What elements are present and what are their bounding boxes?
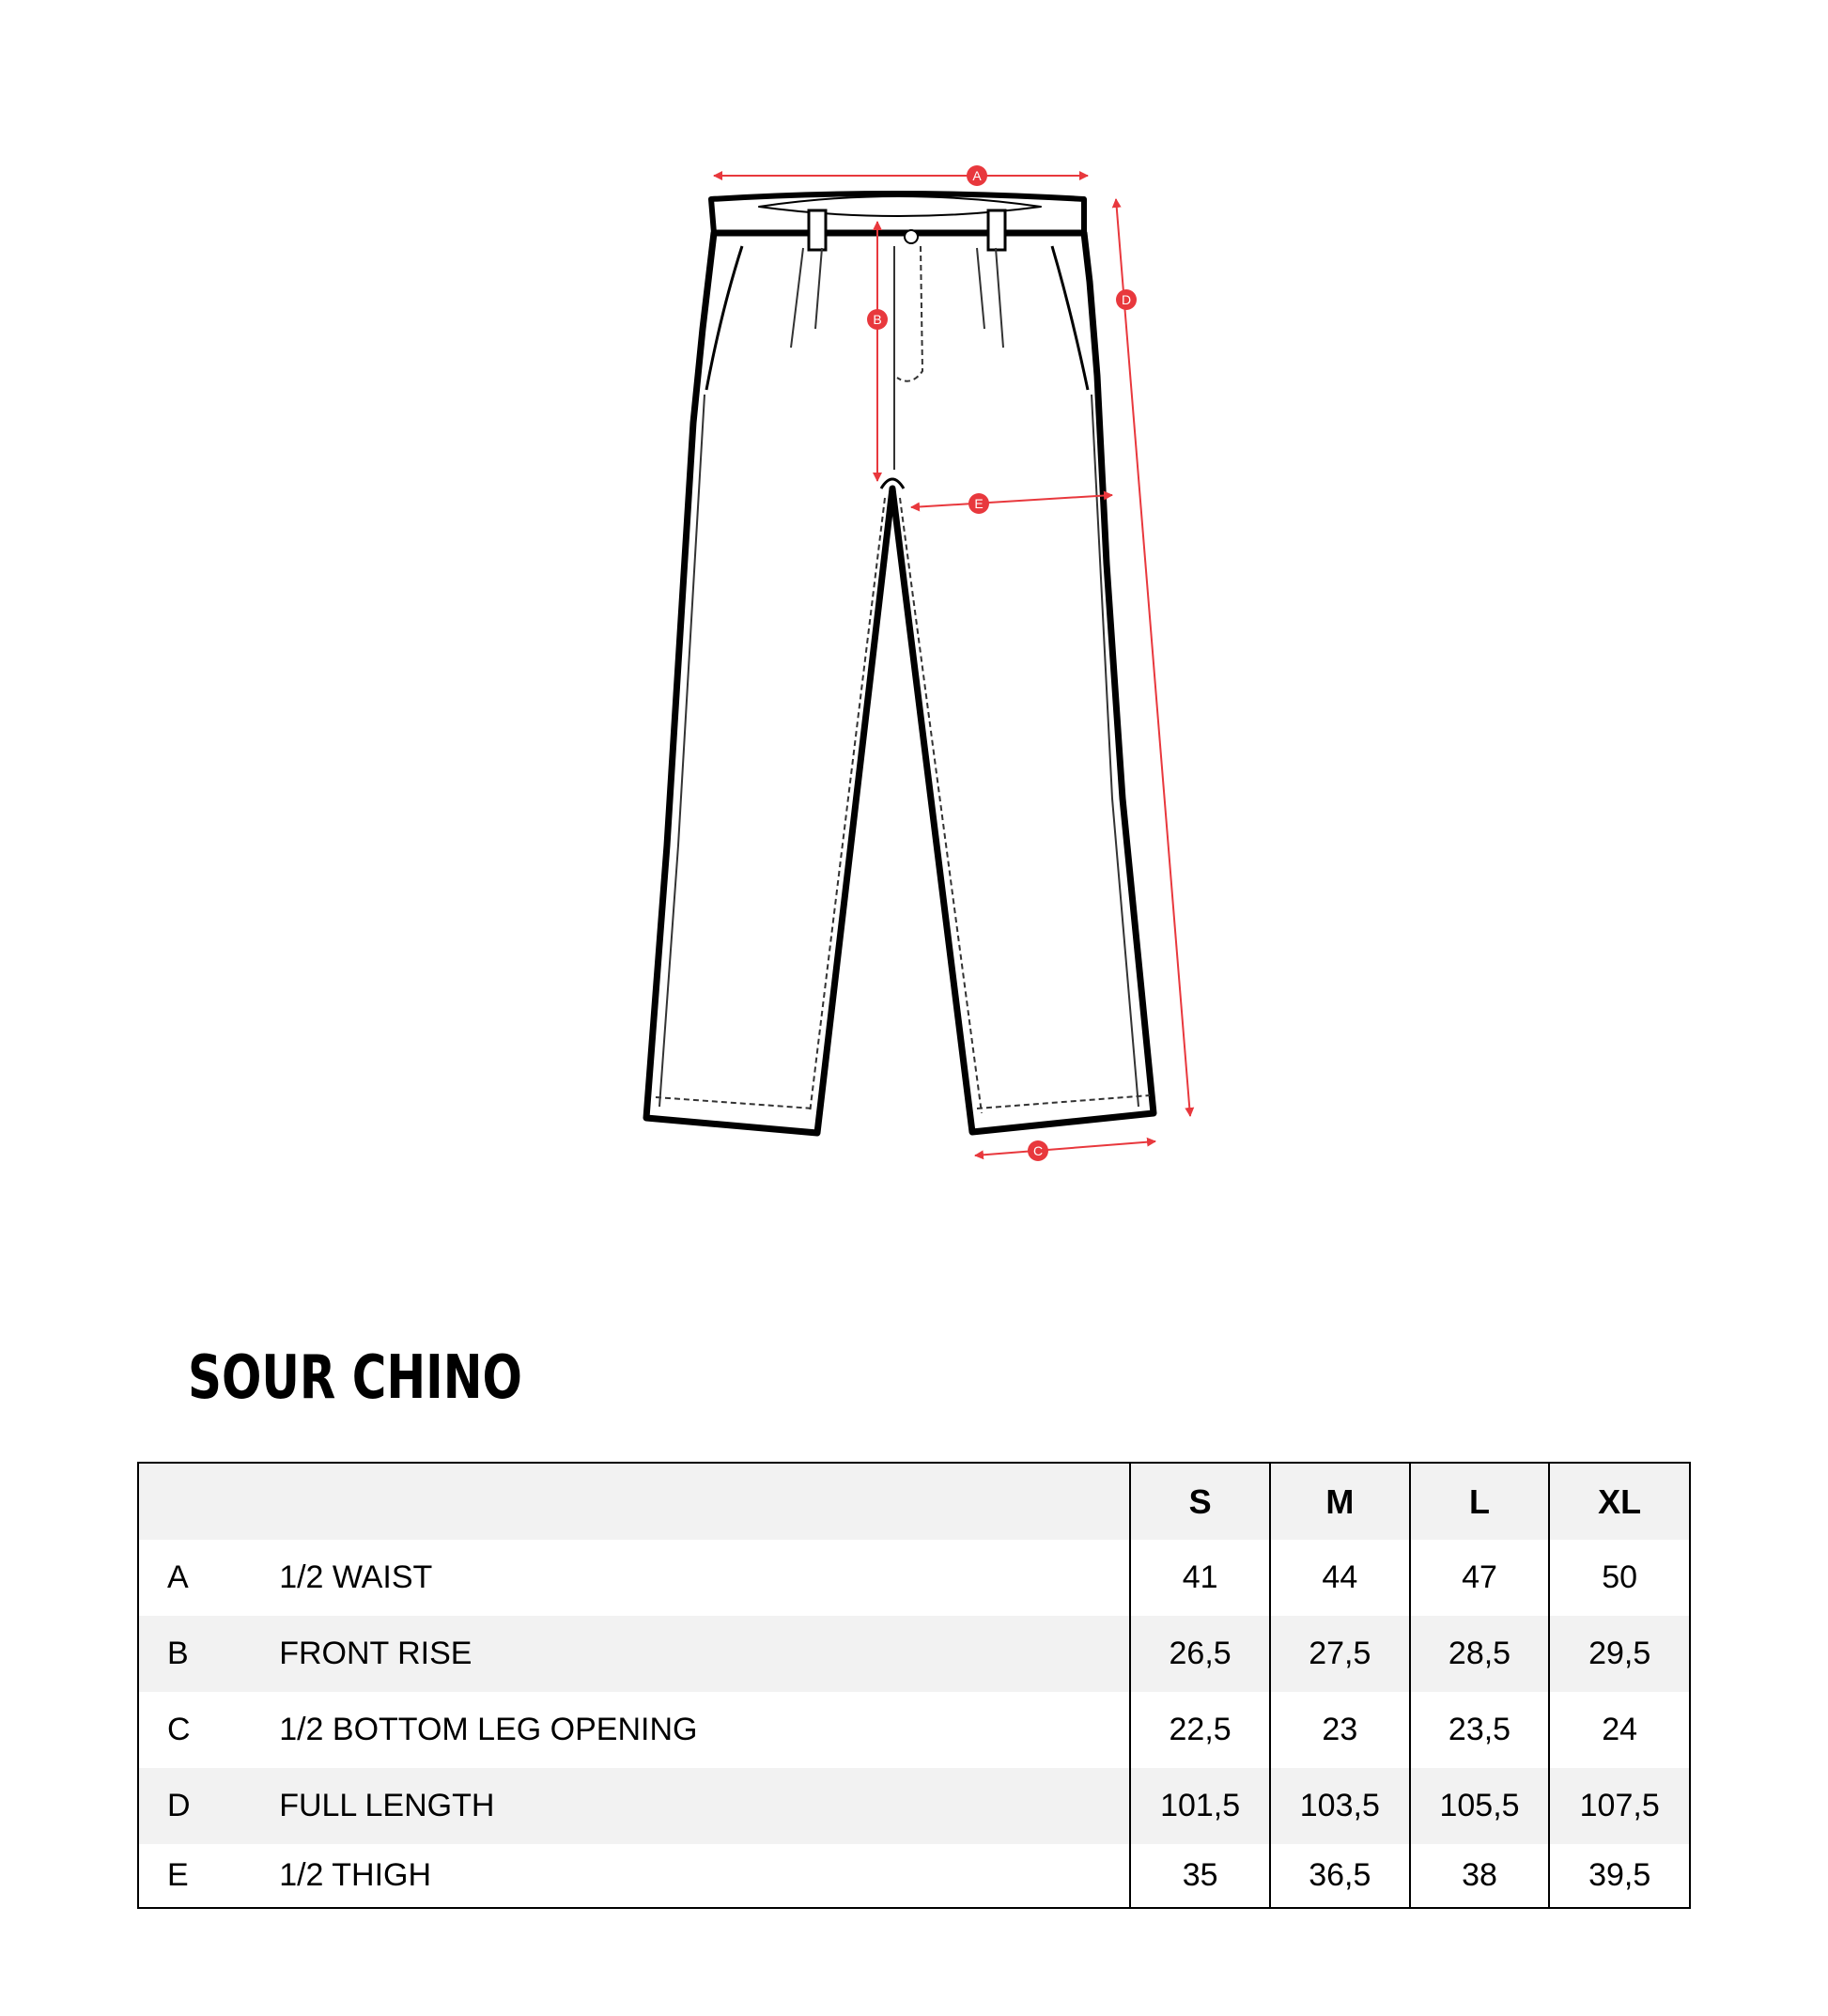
value-m: 36,5: [1270, 1844, 1410, 1908]
value-s: 101,5: [1130, 1768, 1270, 1844]
value-s: 41: [1130, 1540, 1270, 1616]
svg-text:C: C: [1032, 1143, 1044, 1158]
table-row: [138, 1540, 1690, 1616]
value-s: 26,5: [1130, 1616, 1270, 1692]
header-size-xl: XL: [1549, 1463, 1690, 1540]
row-label: FRONT RISE: [279, 1616, 1130, 1692]
row-code: D: [138, 1768, 279, 1844]
measure-marker-d: [1116, 289, 1137, 310]
table-row: [138, 1844, 1690, 1908]
svg-text:A: A: [972, 168, 982, 183]
svg-text:E: E: [974, 496, 984, 511]
value-m: 27,5: [1270, 1616, 1410, 1692]
row-label: FULL LENGTH: [279, 1768, 1130, 1844]
header-empty-label: [279, 1463, 1130, 1540]
belt-loop-left: [809, 210, 826, 250]
header-size-m: M: [1270, 1463, 1410, 1540]
pants-body: [646, 233, 1154, 1133]
row-label: 1/2 WAIST: [279, 1559, 433, 1595]
row-code: B: [138, 1616, 279, 1692]
product-title: SOUR CHINO: [188, 1343, 522, 1413]
measure-marker-a: [967, 165, 987, 186]
svg-text:B: B: [873, 312, 882, 327]
value-l: 105,5: [1410, 1768, 1550, 1844]
table-row: [138, 1616, 1690, 1692]
table-header-row: [138, 1463, 1690, 1540]
value-xl: 24: [1549, 1692, 1690, 1768]
value-m: 103,5: [1270, 1768, 1410, 1844]
measure-marker-c: [1028, 1140, 1048, 1161]
measure-c-line: [975, 1141, 1155, 1155]
header-size-s: S: [1130, 1463, 1270, 1540]
table-row: [138, 1768, 1690, 1844]
value-xl: 39,5: [1549, 1844, 1690, 1908]
value-l: 23,5: [1410, 1692, 1550, 1768]
value-m: 44: [1270, 1540, 1410, 1616]
value-xl: 107,5: [1549, 1768, 1690, 1844]
table-row: [138, 1692, 1690, 1768]
value-s: 22,5: [1130, 1692, 1270, 1768]
row-label: 1/2 THIGH: [279, 1857, 432, 1893]
pants-outline: [646, 194, 1154, 1133]
row-code: A: [167, 1559, 189, 1595]
row-label: 1/2 BOTTOM LEG OPENING: [279, 1712, 698, 1747]
value-l: 38: [1410, 1844, 1550, 1908]
button-icon: [905, 230, 918, 243]
row-code: E: [167, 1857, 189, 1893]
measure-marker-e: [968, 493, 989, 514]
value-xl: 50: [1549, 1540, 1690, 1616]
header-empty-code: [138, 1463, 279, 1540]
belt-loop-right: [988, 210, 1005, 250]
row-code: C: [167, 1712, 191, 1747]
svg-text:D: D: [1121, 292, 1132, 307]
value-m: 23: [1270, 1692, 1410, 1768]
header-size-l: L: [1410, 1463, 1550, 1540]
value-l: 28,5: [1410, 1616, 1550, 1692]
value-s: 35: [1130, 1844, 1270, 1908]
value-l: 47: [1410, 1540, 1550, 1616]
measure-marker-b: [867, 309, 888, 330]
size-chart-table: [137, 1462, 1691, 1909]
value-xl: 29,5: [1549, 1616, 1690, 1692]
